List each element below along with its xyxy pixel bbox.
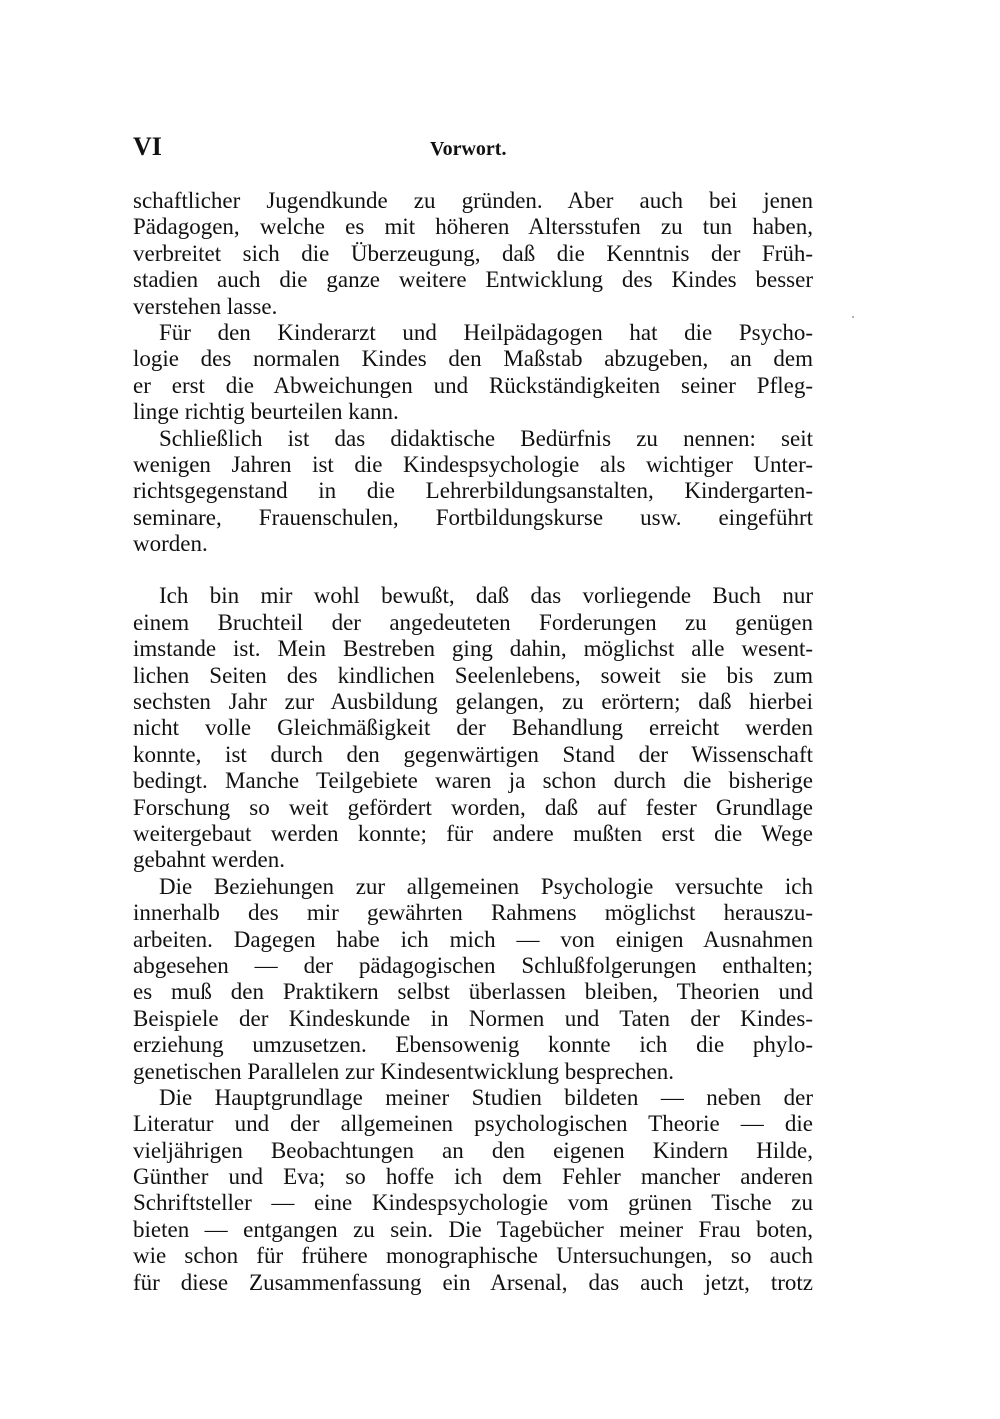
text-line: Für den Kinderarzt und Heilpädagogen hat die Psycho- (159, 319, 813, 345)
text-line: Die Hauptgrundlage meiner Studien bildeten — neben der (159, 1084, 813, 1110)
text-line: Forschung so weit gefördert worden, daß auf fester Grundlage (133, 794, 813, 820)
text-line: weitergebaut werden konnte; für andere mußten erst die Wege (133, 820, 813, 846)
text-line: abgesehen — der pädagogischen Schlußfolgerungen enthalten; (133, 952, 813, 978)
text-line: linge richtig beurteilen kann. (133, 399, 399, 425)
text-line: es muß den Praktikern selbst überlassen bleiben, Theorien und (133, 979, 813, 1005)
text-line: schaftlicher Jugendkunde zu gründen. Aber auch bei jenen (133, 188, 813, 213)
text-line: konnte, ist durch den gegenwärtigen Stand der Wissenschaft (133, 741, 813, 767)
text-line: für diese Zusammenfassung ein Arsenal, das auch jetzt, trotz (133, 1269, 813, 1295)
page-header (133, 130, 813, 164)
page-number: VI (133, 132, 162, 161)
text-line: Beispiele der Kindeskunde in Normen und Taten der Kindes- (133, 1005, 813, 1031)
section-gap (133, 557, 813, 583)
text-line: worden. (133, 531, 208, 557)
text-line: innerhalb des mir gewährten Rahmens möglichst herauszu- (133, 900, 813, 926)
text-line: genetischen Parallelen zur Kindesentwicklung besprechen. (133, 1058, 674, 1084)
text-line: verbreitet sich die Überzeugung, daß die Kenntnis der Früh- (133, 240, 813, 266)
text-line: Schriftsteller — eine Kindespsychologie vom grünen Tische zu (133, 1190, 813, 1216)
text-line: Pädagogen, welche es mit höheren Altersstufen zu tun haben, (133, 214, 813, 240)
text-line: wie schon für frühere monographische Untersuchungen, so auch (133, 1243, 813, 1269)
text-line: logie des normalen Kindes den Maßstab abzugeben, an dem (133, 346, 813, 372)
text-line: stadien auch die ganze weitere Entwicklung des Kindes besser (133, 267, 813, 293)
text-line: einem Bruchteil der angedeuteten Forderungen zu genügen (133, 609, 813, 635)
text-line: Schließlich ist das didaktische Bedürfnis zu nennen: seit (159, 425, 813, 451)
text-line: sechsten Jahr zur Ausbildung gelangen, zu erörtern; daß hierbei (133, 689, 813, 715)
text-line: imstande ist. Mein Bestreben ging dahin, möglichst alle wesent- (133, 636, 813, 662)
text-line: Die Beziehungen zur allgemeinen Psychologie versuchte ich (159, 873, 813, 899)
text-line: vieljährigen Beobachtungen an den eigenen Kindern Hilde, (133, 1137, 813, 1163)
running-head: Vorwort. (430, 138, 507, 160)
body-text (133, 188, 813, 1296)
text-line: Ich bin mir wohl bewußt, daß das vorliegende Buch nur (159, 583, 813, 609)
text-line: erziehung umzusetzen. Ebensowenig konnte ich die phylo- (133, 1032, 813, 1058)
scan-speck (852, 316, 854, 318)
text-line: Literatur und der allgemeinen psychologischen Theorie — die (133, 1111, 813, 1137)
text-line: verstehen lasse. (133, 293, 278, 319)
text-line: wenigen Jahren ist die Kindespsychologie als wichtiger Unter- (133, 451, 813, 477)
text-line: arbeiten. Dagegen habe ich mich — von einigen Ausnahmen (133, 926, 813, 952)
text-line: seminare, Frauenschulen, Fortbildungskurse usw. eingeführt (133, 504, 813, 530)
text-line: bieten — entgangen zu sein. Die Tagebücher meiner Frau boten, (133, 1216, 813, 1242)
text-line: er erst die Abweichungen und Rückständigkeiten seiner Pfleg- (133, 372, 813, 398)
text-line: nicht volle Gleichmäßigkeit der Behandlung erreicht werden (133, 715, 813, 741)
text-line: lichen Seiten des kindlichen Seelenlebens, soweit sie bis zum (133, 662, 813, 688)
text-line: richtsgegenstand in die Lehrerbildungsanstalten, Kindergarten- (133, 478, 813, 504)
text-line: bedingt. Manche Teilgebiete waren ja schon durch die bisherige (133, 768, 813, 794)
text-line: gebahnt werden. (133, 847, 285, 873)
text-line: Günther und Eva; so hoffe ich dem Fehler mancher anderen (133, 1164, 813, 1190)
